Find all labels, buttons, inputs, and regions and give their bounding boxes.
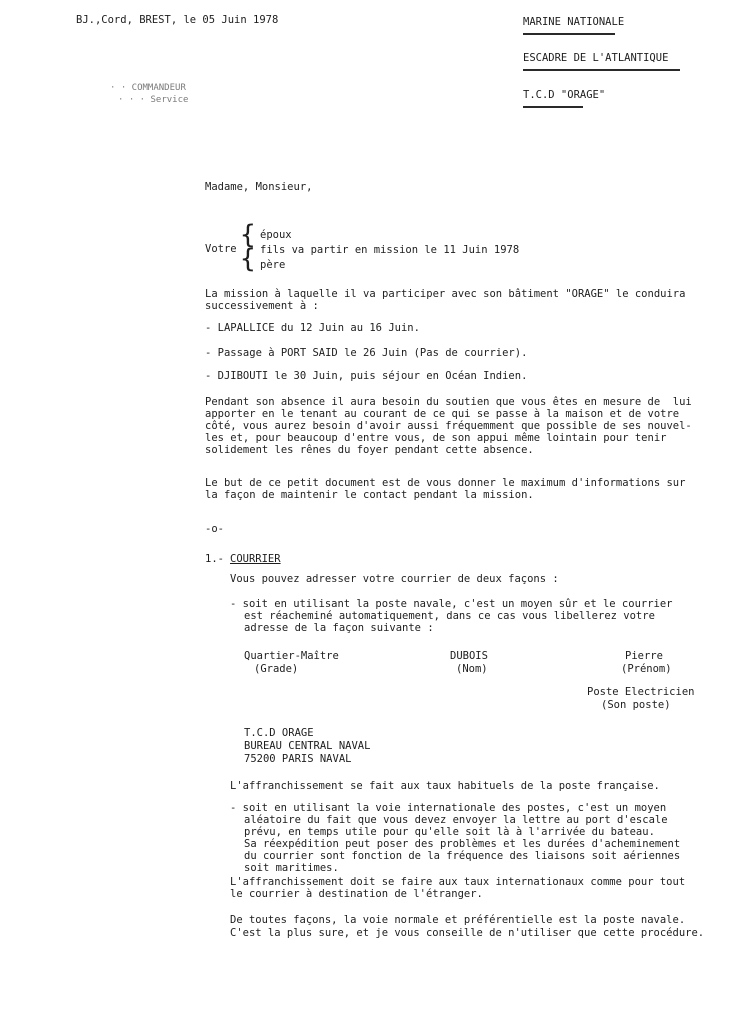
mission-item: - LAPALLICE du 12 Juin au 16 Juin. bbox=[205, 322, 420, 334]
section-intro: Vous pouvez adresser votre courrier de deux façons : bbox=[230, 573, 559, 585]
divider bbox=[523, 106, 583, 108]
conclusion-line: De toutes façons, la voie normale et préférentielle est la poste navale. bbox=[230, 914, 686, 926]
mission-line-1: La mission à laquelle il va participer avec son bâtiment "ORAGE" le conduira bbox=[205, 288, 686, 300]
salutation: Madame, Monsieur, bbox=[205, 181, 313, 193]
votre-label: Votre bbox=[205, 243, 237, 255]
option-a-line: est réacheminé automatiquement, dans ce cas vous libellerez votre bbox=[244, 610, 655, 622]
absence-line: les et, pour beaucoup d'entre vous, de son appui même lointain pour tenir bbox=[205, 432, 667, 444]
org-line-2: ESCADRE DE L'ATLANTIQUE bbox=[523, 52, 669, 64]
postage-naval: L'affranchissement se fait aux taux habituels de la poste française. bbox=[230, 780, 660, 792]
option-fils: fils va partir en mission le 11 Juin 1978 bbox=[260, 244, 520, 256]
prenom-label: (Prénom) bbox=[621, 663, 672, 675]
absence-line: solidement les rênes du foyer pendant cette absence. bbox=[205, 444, 534, 456]
poste-value: Poste Electricien bbox=[587, 686, 695, 698]
divider bbox=[523, 69, 680, 71]
mission-item: - Passage à PORT SAID le 26 Juin (Pas de courrier). bbox=[205, 347, 528, 359]
grade-value: Quartier-Maître bbox=[244, 650, 339, 662]
purpose-line: Le but de ce petit document est de vous donner le maximum d'informations sur bbox=[205, 477, 686, 489]
option-b-line: Sa réexpédition peut poser des problèmes et les durées d'acheminement bbox=[244, 838, 681, 850]
purpose-line: la façon de maintenir le contact pendant la mission. bbox=[205, 489, 534, 501]
conclusion-line: C'est la plus sure, et je vous conseille de n'utiliser que cette procédure. bbox=[230, 927, 705, 939]
sender-line-1: · · COMMANDEUR bbox=[110, 83, 186, 93]
divider bbox=[523, 33, 615, 35]
poste-label: (Son poste) bbox=[601, 699, 671, 711]
nom-value: DUBOIS bbox=[450, 650, 488, 662]
org-line-1: MARINE NATIONALE bbox=[523, 16, 625, 28]
prenom-value: Pierre bbox=[625, 650, 663, 662]
postage-intl-line: le courrier à destination de l'étranger. bbox=[230, 888, 483, 900]
address-line: BUREAU CENTRAL NAVAL bbox=[244, 740, 371, 752]
option-b-line: soit maritimes. bbox=[244, 862, 339, 874]
option-b-line: aléatoire du fait que vous devez envoyer la lettre au port d'escale bbox=[244, 814, 668, 826]
mission-line-2: successivement à : bbox=[205, 300, 319, 312]
option-b-line: prévu, en temps utile pour qu'elle soit là à l'arrivée du bateau. bbox=[244, 826, 655, 838]
postage-intl-line: L'affranchissement doit se faire aux taux internationaux comme pour tout bbox=[230, 876, 686, 888]
section-number: 1.- bbox=[205, 553, 224, 565]
brace: { bbox=[240, 220, 256, 250]
nom-label: (Nom) bbox=[456, 663, 488, 675]
section-title: COURRIER bbox=[230, 553, 281, 565]
option-b-line: du courrier sont fonction de la fréquence des liaisons soit aériennes bbox=[244, 850, 681, 862]
grade-label: (Grade) bbox=[254, 663, 299, 675]
separator: -o- bbox=[205, 523, 224, 535]
mission-item: - DJIBOUTI le 30 Juin, puis séjour en Océan Indien. bbox=[205, 370, 528, 382]
option-a-line: - soit en utilisant la poste navale, c'est un moyen sûr et le courrier bbox=[230, 598, 673, 610]
option-pere: père bbox=[260, 259, 286, 271]
address-line: T.C.D ORAGE bbox=[244, 727, 314, 739]
sender-line-2: · · · Service bbox=[118, 95, 189, 105]
absence-line: Pendant son absence il aura besoin du soutien que vous êtes en mesure de lui bbox=[205, 396, 692, 408]
brace: { bbox=[240, 244, 256, 274]
absence-line: apporter en le tenant au courant de ce qui se passe à la maison et de votre bbox=[205, 408, 680, 420]
option-b-line: - soit en utilisant la voie internationale des postes, c'est un moyen bbox=[230, 802, 667, 814]
option-a-line: adresse de la façon suivante : bbox=[244, 622, 434, 634]
org-line-3: T.C.D "ORAGE" bbox=[523, 89, 606, 101]
absence-line: côté, vous aurez besoin d'avoir aussi fréquemment que possible de ses nouvel- bbox=[205, 420, 692, 432]
option-epoux: époux bbox=[260, 229, 292, 241]
address-line: 75200 PARIS NAVAL bbox=[244, 753, 352, 765]
place-date: BJ.,Cord, BREST, le 05 Juin 1978 bbox=[76, 14, 279, 26]
